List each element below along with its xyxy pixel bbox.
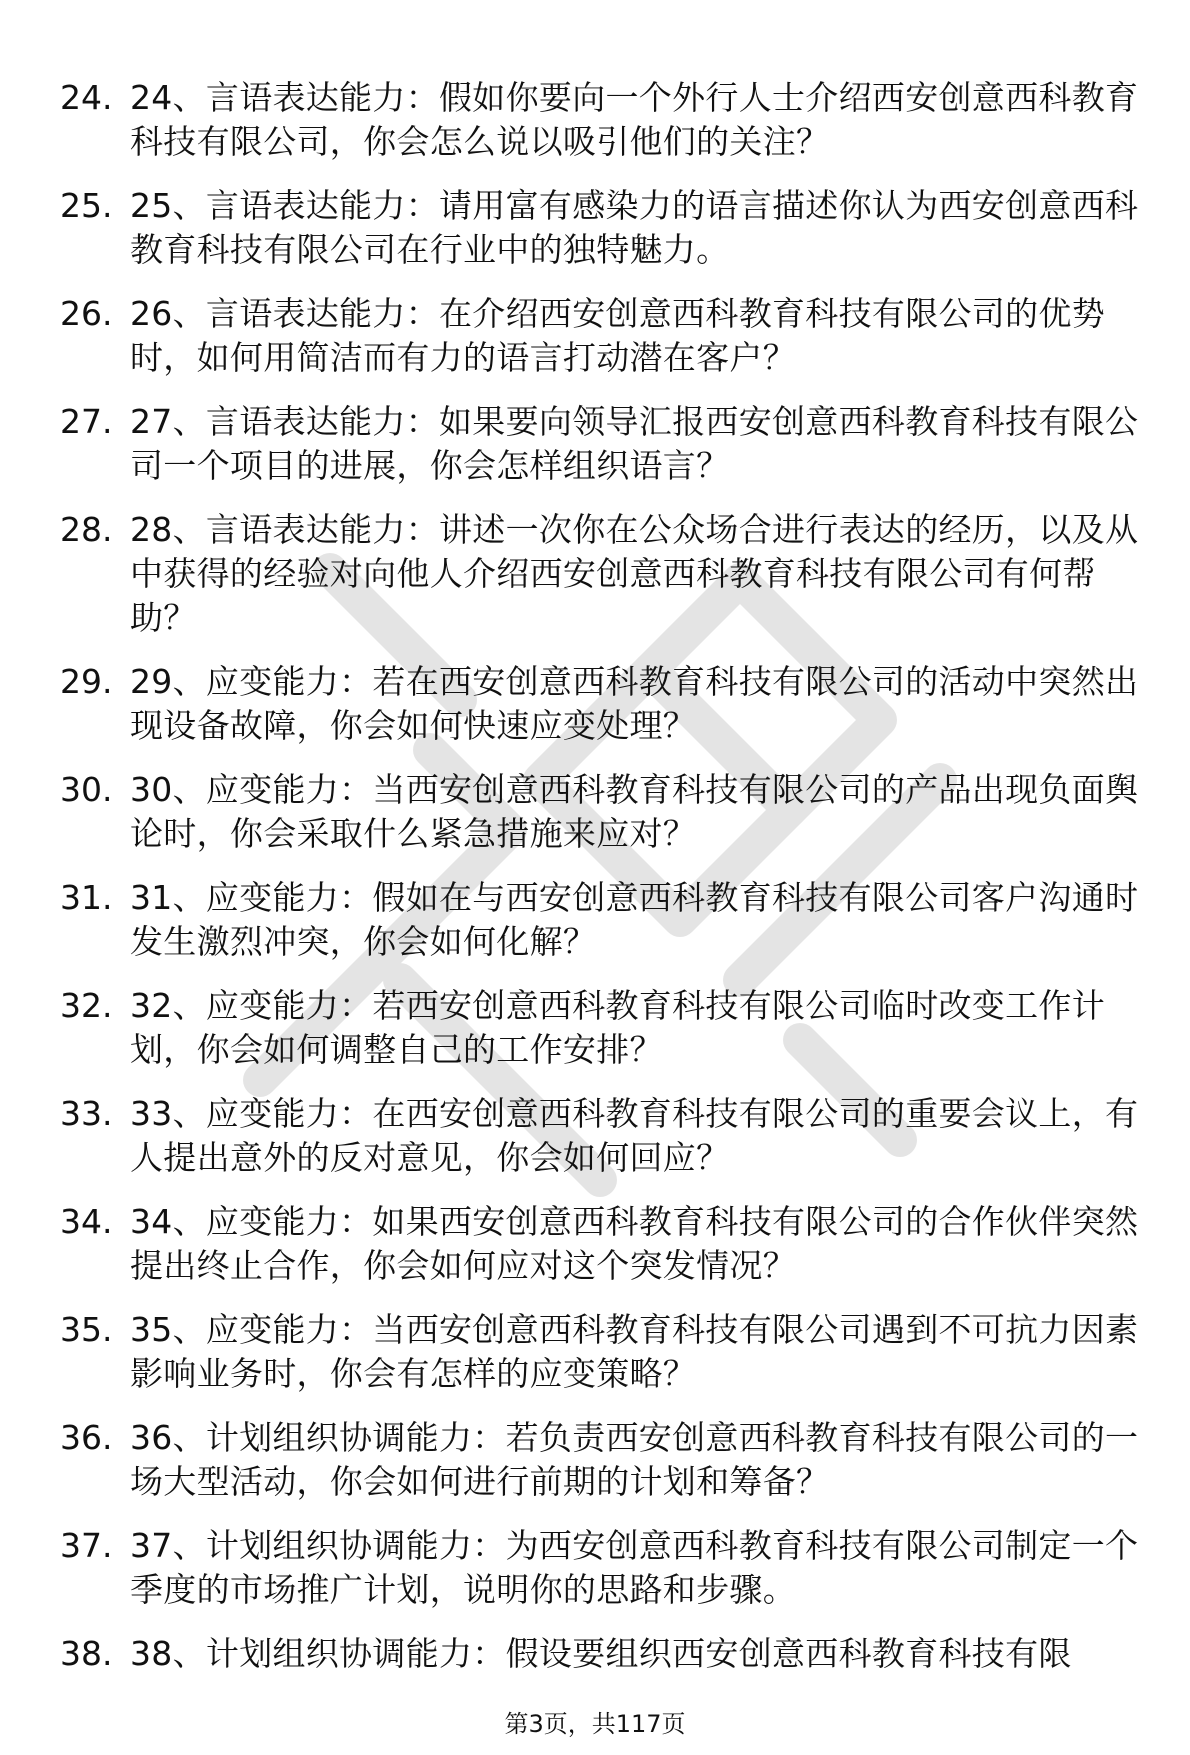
item-text: 25、言语表达能力：请用富有感染力的语言描述你认为西安创意西科教育科技有限公司在行业中的独特魅力。 [130, 186, 1139, 269]
list-item [60, 768, 1160, 856]
item-text: 27、言语表达能力：如果要向领导汇报西安创意西科教育科技有限公司一个项目的进展，你会怎样组织语言？ [130, 402, 1139, 485]
item-text: 33、应变能力：在西安创意西科教育科技有限公司的重要会议上，有人提出意外的反对意见，你会如何回应？ [130, 1094, 1139, 1177]
item-text: 36、计划组织协调能力：若负责西安创意西科教育科技有限公司的一场大型活动，你会如何进行前期的计划和筹备？ [130, 1418, 1139, 1501]
item-text: 37、计划组织协调能力：为西安创意西科教育科技有限公司制定一个季度的市场推广计划，说明你的思路和步骤。 [130, 1526, 1139, 1609]
item-number: 30. [60, 770, 113, 809]
item-number: 24. [60, 78, 113, 117]
item-text: 26、言语表达能力：在介绍西安创意西科教育科技有限公司的优势时，如何用简洁而有力的语言打动潜在客户？ [130, 294, 1105, 377]
item-text: 38、计划组织协调能力：假设要组织西安创意西科教育科技有限 [130, 1634, 1072, 1673]
list-item [60, 1092, 1160, 1180]
item-text: 29、应变能力：若在西安创意西科教育科技有限公司的活动中突然出现设备故障，你会如何快速应变处理？ [130, 662, 1139, 745]
list-item [60, 876, 1160, 964]
item-text: 34、应变能力：如果西安创意西科教育科技有限公司的合作伙伴突然提出终止合作，你会如何应对这个突发情况？ [130, 1202, 1139, 1285]
item-number: 28. [60, 510, 113, 549]
item-text: 35、应变能力：当西安创意西科教育科技有限公司遇到不可抗力因素影响业务时，你会有怎样的应变策略？ [130, 1310, 1139, 1393]
list-item [60, 400, 1160, 488]
list-item [60, 1200, 1160, 1288]
item-text: 28、言语表达能力：讲述一次你在公众场合进行表达的经历，以及从中获得的经验对向他人介绍西安创意西科教育科技有限公司有何帮助？ [130, 510, 1139, 637]
item-number: 33. [60, 1094, 113, 1133]
item-number: 25. [60, 186, 113, 225]
question-list [60, 76, 1160, 1696]
page-footer: 第3页，共117页 [504, 1710, 686, 1738]
item-number: 32. [60, 986, 113, 1025]
list-item [60, 292, 1160, 380]
list-item [60, 184, 1160, 272]
item-text: 24、言语表达能力：假如你要向一个外行人士介绍西安创意西科教育科技有限公司，你会怎么说以吸引他们的关注？ [130, 78, 1139, 161]
item-number: 38. [60, 1634, 113, 1673]
list-item [60, 660, 1160, 748]
item-number: 29. [60, 662, 113, 701]
item-number: 36. [60, 1418, 113, 1457]
list-item [60, 1632, 1160, 1676]
list-item [60, 1524, 1160, 1612]
item-number: 26. [60, 294, 113, 333]
list-item [60, 76, 1160, 164]
item-text: 32、应变能力：若西安创意西科教育科技有限公司临时改变工作计划，你会如何调整自己的工作安排？ [130, 986, 1105, 1069]
list-item [60, 1308, 1160, 1396]
item-number: 34. [60, 1202, 113, 1241]
item-number: 35. [60, 1310, 113, 1349]
item-number: 37. [60, 1526, 113, 1565]
list-item [60, 984, 1160, 1072]
item-text: 31、应变能力：假如在与西安创意西科教育科技有限公司客户沟通时发生激烈冲突，你会如何化解？ [130, 878, 1139, 961]
item-number: 27. [60, 402, 113, 441]
item-number: 31. [60, 878, 113, 917]
list-item [60, 1416, 1160, 1504]
item-text: 30、应变能力：当西安创意西科教育科技有限公司的产品出现负面舆论时，你会采取什么紧急措施来应对？ [130, 770, 1139, 853]
list-item [60, 508, 1160, 640]
